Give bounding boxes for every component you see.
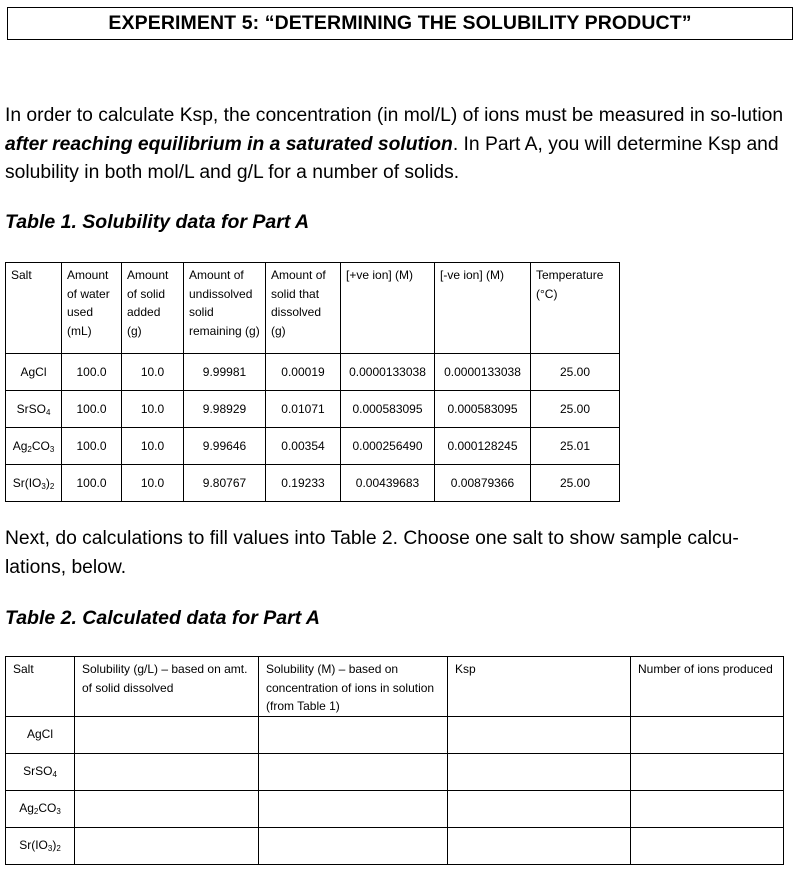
- formula-subscript: 4: [45, 407, 51, 417]
- formula-subscript: 3: [47, 844, 53, 854]
- table2-cell-num-ions: [631, 716, 784, 753]
- table1-cell-dissolved: 0.19233: [266, 465, 341, 502]
- formula-text: AgCl: [20, 364, 47, 379]
- page-title-text: EXPERIMENT 5: “DETERMINING THE SOLUBILITY PRODUCT”: [108, 12, 692, 34]
- table1-cell-pos-ion: 0.0000133038: [341, 354, 435, 391]
- formula-text: SrSO: [16, 401, 46, 416]
- table1-cell-dissolved: 0.01071: [266, 391, 341, 428]
- table1-cell-dissolved: 0.00354: [266, 428, 341, 465]
- formula-text: Ag: [12, 438, 28, 453]
- table1-cell-neg-ion: 0.00879366: [435, 465, 531, 502]
- table1-cell-added: 10.0: [122, 354, 184, 391]
- table2-header-num-ions: Number of ions produced: [631, 657, 784, 717]
- table2-cell-ksp: [448, 827, 631, 864]
- intro-paragraph: [5, 102, 795, 188]
- formula-text: CO: [31, 438, 50, 453]
- table1-salt-cell: [6, 354, 62, 391]
- table1-header-row: [6, 263, 620, 354]
- table-row: [6, 790, 784, 827]
- table1-header-solid-remaining: Amount of undissolved solid remaining (g): [184, 263, 266, 354]
- table-row: [6, 827, 784, 864]
- table-row: [6, 753, 784, 790]
- table-row: [6, 428, 620, 465]
- table1-header-solid-added: Amount of solid added (g): [122, 263, 184, 354]
- formula-text: AgCl: [26, 727, 53, 742]
- table1-cell-water: 100.0: [62, 354, 122, 391]
- table1-header-temperature: Temperature (°C): [531, 263, 620, 354]
- next-paragraph: Next, do calculations to fill values into Table 2. Choose one salt to show sample calcu-lations, below.: [5, 528, 739, 578]
- table2-salt-cell: [6, 790, 75, 827]
- table1-cell-added: 10.0: [122, 465, 184, 502]
- table1-header-salt: Salt: [6, 263, 62, 354]
- formula-subscript: 3: [41, 481, 46, 491]
- table2-cell-solubility-gl: [75, 753, 259, 790]
- table1-caption: Table 1. Solubility data for Part A: [5, 211, 310, 233]
- table2-salt-cell: [6, 753, 75, 790]
- table1-cell-neg-ion: 0.0000133038: [435, 354, 531, 391]
- table1-cell-temp: 25.01: [531, 428, 620, 465]
- table2-cell-solubility-m: [259, 753, 448, 790]
- formula-text: Sr(IO: [12, 475, 42, 490]
- intro-emphasis: after reaching equilibrium in a saturated solution: [5, 133, 453, 155]
- table1-cell-temp: 25.00: [531, 465, 620, 502]
- solubility-data-table: [5, 262, 620, 502]
- table2-cell-ksp: [448, 716, 631, 753]
- table1-cell-remaining: 9.99981: [184, 354, 266, 391]
- intro-text-1: In order to calculate Ksp, the concentration (in mol/L) of ions must be measured in so-lution: [5, 105, 784, 126]
- formula-text: ): [52, 838, 57, 853]
- table1-header-solid-dissolved: Amount of solid that dissolved (g): [266, 263, 341, 354]
- table2-cell-num-ions: [631, 753, 784, 790]
- table1-cell-dissolved: 0.00019: [266, 354, 341, 391]
- formula-subscript: 3: [49, 444, 55, 454]
- formula-subscript: 2: [27, 444, 32, 454]
- table1-cell-temp: 25.00: [531, 354, 620, 391]
- table2-salt-cell: [6, 716, 75, 753]
- table1-salt-cell: [6, 428, 62, 465]
- table1-cell-water: 100.0: [62, 465, 122, 502]
- table1-cell-added: 10.0: [122, 391, 184, 428]
- table2-cell-num-ions: [631, 827, 784, 864]
- table1-cell-neg-ion: 0.000128245: [435, 428, 531, 465]
- formula-subscript: 4: [52, 770, 57, 780]
- formula-subscript: 2: [49, 481, 55, 491]
- formula-subscript: 2: [33, 807, 39, 817]
- table2-cell-solubility-m: [259, 827, 448, 864]
- formula-text: ): [45, 475, 50, 490]
- table-row: [6, 354, 620, 391]
- table-row: [6, 716, 784, 753]
- page-title: [7, 7, 793, 40]
- table1-cell-pos-ion: 0.000256490: [341, 428, 435, 465]
- table1-cell-remaining: 9.80767: [184, 465, 266, 502]
- calculated-data-table: [5, 656, 784, 865]
- table2-cell-solubility-m: [259, 790, 448, 827]
- table2-header-ksp: Ksp: [448, 657, 631, 717]
- intro-text-2: . In Part A, you will determine Ksp and solubility in both mol/L and g/L for a number of solids.: [5, 133, 779, 183]
- table1-cell-pos-ion: 0.00439683: [341, 465, 435, 502]
- table1-cell-neg-ion: 0.000583095: [435, 391, 531, 428]
- table1-header-water: Amount of water used (mL): [62, 263, 122, 354]
- table1-cell-water: 100.0: [62, 428, 122, 465]
- formula-subscript: 3: [56, 807, 61, 817]
- table1-cell-pos-ion: 0.000583095: [341, 391, 435, 428]
- table1-cell-added: 10.0: [122, 428, 184, 465]
- table1-cell-remaining: 9.99646: [184, 428, 266, 465]
- table2-header-solubility-m: Solubility (M) – based on concentration of ions in solution (from Table 1): [259, 657, 448, 717]
- table2-cell-num-ions: [631, 790, 784, 827]
- table1-cell-temp: 25.00: [531, 391, 620, 428]
- table2-salt-cell: [6, 827, 75, 864]
- table1-salt-cell: [6, 391, 62, 428]
- formula-text: CO: [38, 801, 57, 816]
- table2-cell-ksp: [448, 790, 631, 827]
- table2-header-row: [6, 657, 784, 717]
- table1-header-neg-ion: [-ve ion] (M): [435, 263, 531, 354]
- table2-cell-ksp: [448, 753, 631, 790]
- table2-header-salt: Salt: [6, 657, 75, 717]
- table1-cell-water: 100.0: [62, 391, 122, 428]
- table-row: [6, 465, 620, 502]
- table2-cell-solubility-gl: [75, 827, 259, 864]
- table2-cell-solubility-gl: [75, 790, 259, 827]
- table2-caption: Table 2. Calculated data for Part A: [5, 607, 320, 629]
- formula-text: Sr(IO: [19, 838, 48, 853]
- formula-subscript: 2: [56, 844, 61, 854]
- table-row: [6, 391, 620, 428]
- table1-cell-remaining: 9.98929: [184, 391, 266, 428]
- table2-cell-solubility-m: [259, 716, 448, 753]
- formula-text: SrSO: [23, 764, 53, 779]
- table1-salt-cell: [6, 465, 62, 502]
- table1-header-pos-ion: [+ve ion] (M): [341, 263, 435, 354]
- formula-text: Ag: [19, 801, 34, 816]
- table2-header-solubility-gl: Solubility (g/L) – based on amt. of solid dissolved: [75, 657, 259, 717]
- table2-cell-solubility-gl: [75, 716, 259, 753]
